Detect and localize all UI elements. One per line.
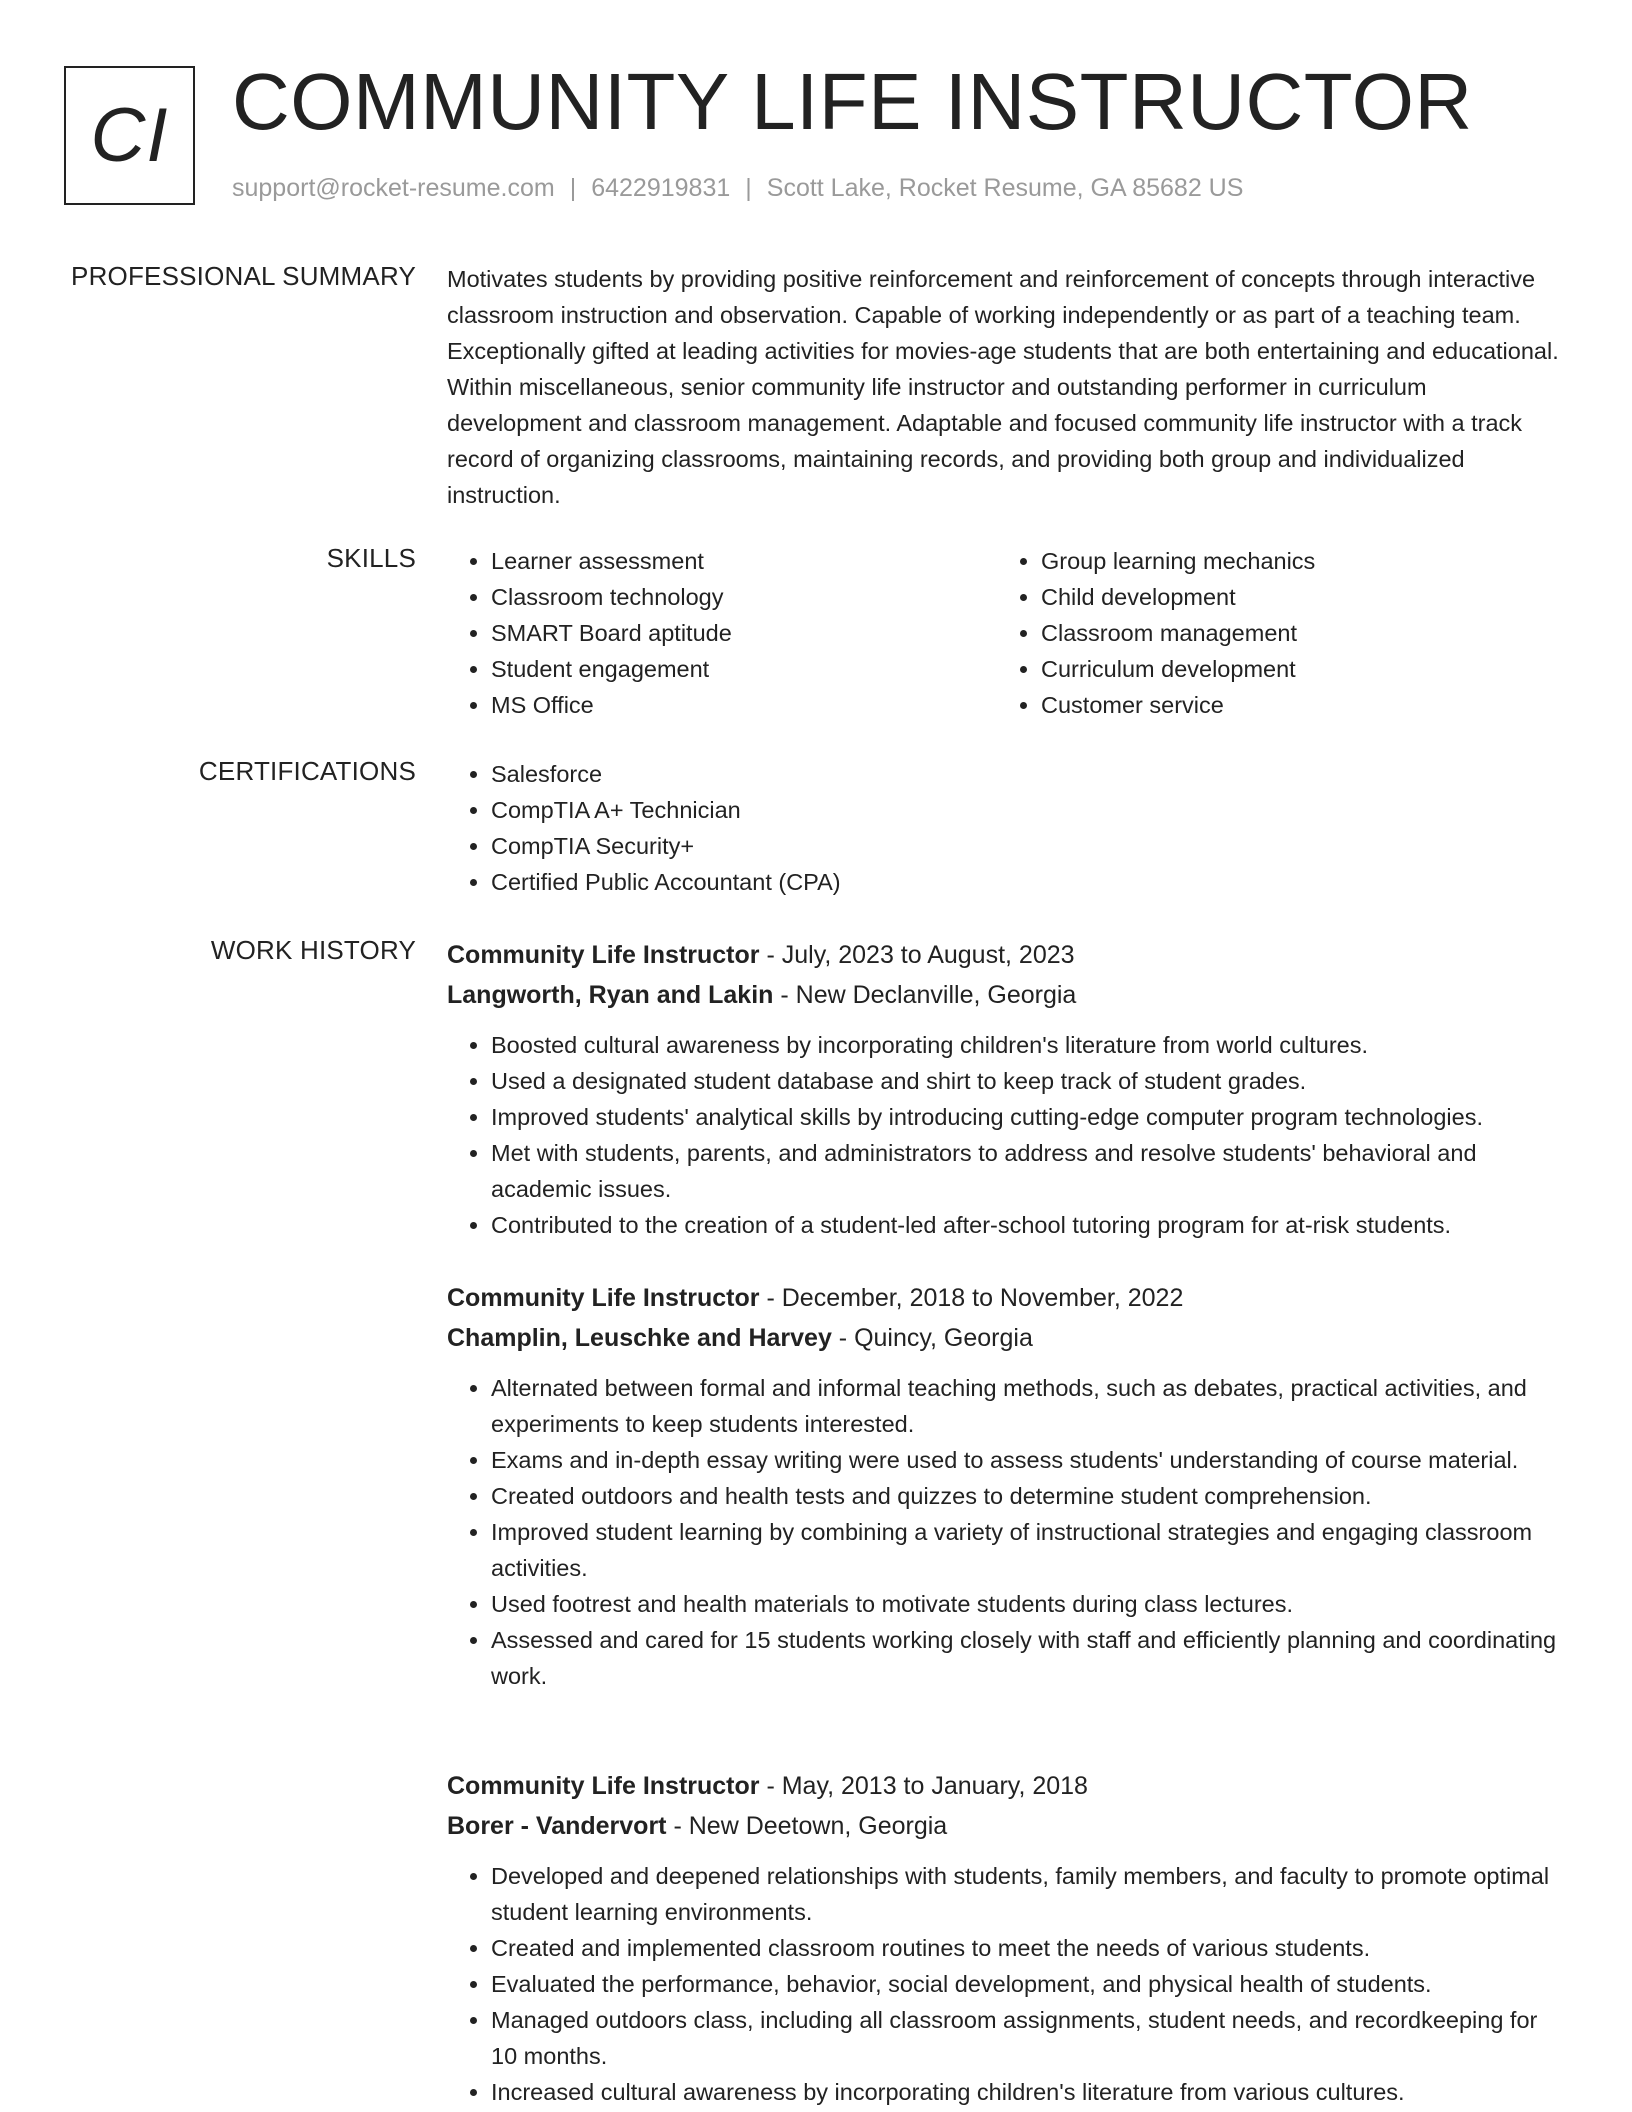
- job-bullets: [447, 1370, 1565, 1694]
- job-dates: - December, 2018 to November, 2022: [759, 1284, 1184, 1312]
- job-title: Community Life Instructor: [447, 941, 760, 969]
- job-title: Community Life Instructor: [447, 1284, 760, 1312]
- skill-item: • Classroom technology: [491, 579, 997, 615]
- job-bullet: • Boosted cultural awareness by incorporating children's literature from world cultures.: [491, 1027, 1565, 1063]
- skill-item: • MS Office: [491, 687, 997, 723]
- contact-phone: 6422919831: [591, 174, 731, 202]
- skills-column-2: [997, 543, 1547, 723]
- contact-separator: |: [569, 174, 577, 202]
- job-title-line: [447, 1278, 1565, 1318]
- page-title: COMMUNITY LIFE INSTRUCTOR: [232, 57, 1473, 146]
- job-bullet: • Exams and in-depth essay writing were used to assess students' understanding of course material.: [491, 1442, 1565, 1478]
- job-location: - Quincy, Georgia: [831, 1324, 1033, 1352]
- job-bullet: • Used footrest and health materials to motivate students during class lectures.: [491, 1586, 1565, 1622]
- job-bullet: • Created and implemented classroom routines to meet the needs of various students.: [491, 1930, 1565, 1966]
- job-bullet: • Evaluated the performance, behavior, social development, and physical health of students.: [491, 1966, 1565, 2002]
- job-entry: [447, 935, 1565, 1243]
- skill-item: • SMART Board aptitude: [491, 615, 997, 651]
- monogram-logo: CI: [64, 66, 195, 205]
- job-bullet: • Assessed and cared for 15 students working closely with staff and efficiently planning and coordinating work.: [491, 1622, 1565, 1694]
- skill-item: • Student engagement: [491, 651, 997, 687]
- job-bullet: • Met with students, parents, and administrators to address and resolve students' behavioral and academic issues.: [491, 1135, 1565, 1207]
- certifications-label: CERTIFICATIONS: [198, 756, 416, 786]
- job-employer: Langworth, Ryan and Lakin: [447, 981, 774, 1009]
- skill-item: • Group learning mechanics: [1041, 543, 1547, 579]
- job-dates: - July, 2023 to August, 2023: [759, 941, 1075, 969]
- job-title-line: [447, 1766, 1565, 1806]
- job-employer-line: [447, 1318, 1565, 1358]
- job-bullet: • Contributed to the creation of a student-led after-school tutoring program for at-risk students.: [491, 1207, 1565, 1243]
- contact-address: Scott Lake, Rocket Resume, GA 85682 US: [766, 174, 1244, 202]
- job-entry: [447, 1278, 1565, 1694]
- certifications-body: [447, 756, 1565, 900]
- contact-separator: |: [745, 174, 752, 202]
- job-dates: - May, 2013 to January, 2018: [759, 1772, 1088, 1800]
- certification-item: • CompTIA Security+: [491, 828, 1565, 864]
- skill-item: • Curriculum development: [1041, 651, 1547, 687]
- job-bullets: [447, 1027, 1565, 1243]
- job-employer: Champlin, Leuschke and Harvey: [447, 1324, 832, 1352]
- skills-body: [447, 543, 1565, 723]
- job-bullet: • Improved student learning by combining a variety of instructional strategies and engaging classroom activities.: [491, 1514, 1565, 1586]
- job-bullet: • Improved students' analytical skills by introducing cutting-edge computer program technologies.: [491, 1099, 1565, 1135]
- job-location: - New Deetown, Georgia: [666, 1812, 948, 1840]
- job-bullet: • Developed and deepened relationships with students, family members, and faculty to promote optimal student learning environments.: [491, 1858, 1565, 1930]
- job-bullet: • Increased cultural awareness by incorporating children's literature from various cultures.: [491, 2074, 1565, 2110]
- job-title-line: [447, 935, 1565, 975]
- summary-label: PROFESSIONAL SUMMARY: [71, 261, 416, 291]
- job-bullet: • Managed outdoors class, including all classroom assignments, student needs, and recordkeeping for 10 months.: [491, 2002, 1565, 2074]
- contact-email: support@rocket-resume.com: [232, 174, 555, 202]
- skills-column-1: [447, 543, 997, 723]
- skill-item: • Classroom management: [1041, 615, 1547, 651]
- skill-item: • Learner assessment: [491, 543, 997, 579]
- job-employer-line: [447, 975, 1565, 1015]
- job-location: - New Declanville, Georgia: [773, 981, 1077, 1009]
- certifications-list: [447, 756, 1565, 900]
- summary-text: Motivates students by providing positive reinforcement and reinforcement of concepts through interactive classroom instruction and observation. Capable of working independently or as part of a teaching team. Exceptionally gifted at leading activities for movies-age students that are both entertaining and educational. Within miscellaneous, senior community life instructor and outstanding performer in curriculum development and classroom management. Adaptable and focused community life instructor with a track record of organizing classrooms, maintaining records, and providing both group and individualized instruction.: [447, 266, 1559, 508]
- skill-item: • Customer service: [1041, 687, 1547, 723]
- certification-item: • Certified Public Accountant (CPA): [491, 864, 1565, 900]
- job-employer: Borer - Vandervort: [447, 1812, 667, 1840]
- skills-label: SKILLS: [326, 543, 416, 573]
- job-bullet: • Used a designated student database and shirt to keep track of student grades.: [491, 1063, 1565, 1099]
- job-bullet: • Created outdoors and health tests and quizzes to determine student comprehension.: [491, 1478, 1565, 1514]
- certification-item: • CompTIA A+ Technician: [491, 792, 1565, 828]
- job-entry: [447, 1766, 1565, 2110]
- summary-body: [447, 261, 1565, 513]
- skill-item: • Child development: [1041, 579, 1547, 615]
- work-history-label: WORK HISTORY: [210, 935, 416, 965]
- job-employer-line: [447, 1806, 1565, 1846]
- job-title: Community Life Instructor: [447, 1772, 760, 1800]
- certification-item: • Salesforce: [491, 756, 1565, 792]
- job-bullet: • Alternated between formal and informal teaching methods, such as debates, practical activities, and experiments to keep students interested.: [491, 1370, 1565, 1442]
- contact-line: [232, 174, 1243, 203]
- job-bullets: [447, 1858, 1565, 2110]
